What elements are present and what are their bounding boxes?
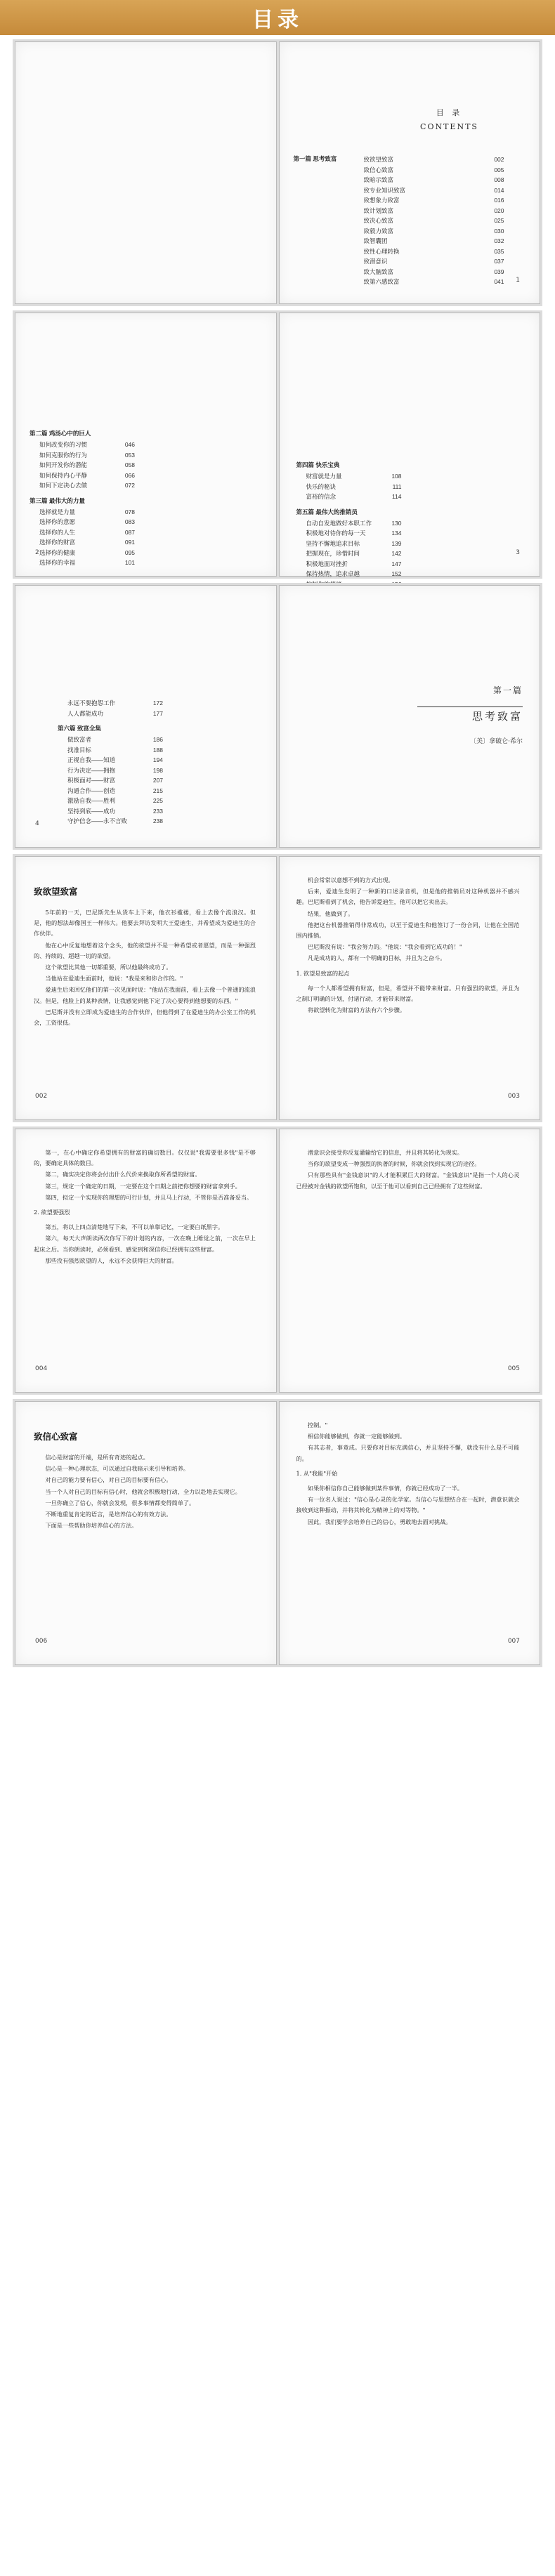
toc-item-page: 186 (152, 736, 163, 743)
toc-item (306, 548, 402, 559)
toc-item-page: 053 (124, 451, 135, 459)
banner-title: 目录 (252, 8, 303, 32)
toc-item-page: 035 (494, 247, 504, 255)
toc-item (39, 471, 135, 481)
toc-item (364, 155, 504, 165)
toc-subtitle: CONTENTS (420, 122, 478, 131)
toc-page-right (279, 313, 541, 577)
section-subtitle: 1. 欲望是致富的起点 (296, 969, 350, 977)
toc-item-label: 财富就是力量 (306, 473, 342, 480)
toc-item-page: 039 (494, 268, 504, 275)
paragraph: 他把这台机器推销得非常成功，以至于爱迪生和他签订了一份合同，让他在全国范围内推销。 (296, 921, 520, 940)
toc-title: 目 录 (436, 108, 463, 117)
toc-item-label: 如何开发你的潜能 (39, 461, 88, 468)
toc-item-label: 把握现在，珍惜时间 (306, 550, 360, 557)
toc-left-column (30, 429, 135, 568)
paragraph: 第六，每天大声朗读两次你写下的计划的内容，一次在晚上睡觉之前，一次在早上起床之后。当你朗读时，必须看到、感觉到和深信你已经拥有这些财富。 (34, 1235, 256, 1253)
text-page-right (279, 856, 541, 1120)
body-text (296, 1148, 520, 1192)
page-number: 1 (516, 277, 520, 284)
paragraph: 第四，拟定一个实现你的理想的可行计划，并且马上行动，不管你是否准备妥当。 (45, 1193, 253, 1201)
toc-item-label: 致决心致富 (363, 217, 394, 224)
toc-item-page: 025 (494, 217, 504, 224)
toc-item (364, 185, 504, 196)
toc-item-label: 富裕的信念 (306, 493, 337, 500)
toc-item-label: 坚持到底——成功 (67, 807, 116, 815)
toc-part4 (296, 461, 402, 502)
page-number: 004 (35, 1365, 48, 1372)
toc-item-page: 095 (124, 548, 135, 556)
book-spread-3 (13, 583, 542, 850)
toc-item-label: 快乐的秘诀 (306, 482, 337, 490)
toc-item-page: 041 (494, 278, 504, 285)
toc-item-page: 233 (152, 807, 163, 815)
toc-item (306, 559, 402, 570)
toc-item (306, 518, 402, 529)
toc-item (39, 480, 135, 491)
toc-item (67, 709, 163, 719)
part-heading (410, 684, 523, 745)
chapter-title: 致信心致富 (34, 1431, 78, 1442)
paragraph: 不断地重复肯定的语言，是培养信心的有效方法。 (45, 1511, 172, 1518)
toc-item-page: 114 (391, 493, 402, 500)
paragraph: 下面是一些帮助你培养信心的方法。 (45, 1522, 138, 1530)
book-spread-5 (13, 1126, 542, 1395)
paragraph: 有其志者，事竟成。只要你对目标充满信心，并且坚持不懈，就没有什么是不可能的。 (296, 1444, 520, 1462)
toc-item-page: 087 (124, 528, 135, 536)
toc-item (39, 517, 135, 527)
paragraph: 爱迪生后来回忆他们的第一次见面时说："他站在我面前，看上去像一个普通的流浪汉。但是，他脸上的某种表情，让我感觉到他下定了决心要得到他想要的东西。" (34, 986, 256, 1004)
toc-item-page: 130 (391, 519, 402, 527)
toc-item-page: 188 (152, 746, 163, 754)
toc-item (67, 698, 163, 709)
paragraph: 这个欲望比其他一切都重要，所以他最终成功了。 (45, 964, 172, 971)
toc-item-page: 020 (494, 206, 504, 214)
toc-item-page: 005 (494, 166, 504, 173)
text-page-right (279, 1401, 541, 1665)
toc-item (39, 548, 135, 558)
toc-item-label: 如何保持内心平静 (39, 471, 88, 479)
toc-item-page: 032 (494, 237, 504, 244)
paragraph: 巴尼斯没有说："我会努力的。"他说："我会看到它成功的！" (307, 943, 462, 951)
toc-item (306, 569, 402, 579)
toc-item (364, 226, 504, 237)
paragraph: 当他站在爱迪生面前时，他说："我是来和你合作的。" (45, 975, 183, 983)
text-page-right (279, 1129, 541, 1393)
toc-part-title: 第五篇 最伟大的推销员 (296, 508, 358, 515)
toc-part6 (58, 724, 163, 827)
toc-item-label: 选择你的财富 (39, 539, 76, 546)
paragraph: 每一个人都希望拥有财富，但是，希望并不能带来财富。只有强烈的欲望，并且为之制订明确的计划，付诸行动，才能带来财富。 (296, 984, 520, 1003)
toc-item (67, 755, 163, 765)
book-spread-2 (13, 310, 542, 579)
toc-item-label: 人人都能成功 (67, 709, 104, 717)
toc-item-label: 选择你的幸福 (39, 559, 76, 566)
toc-item-label: 致暗示致富 (363, 176, 394, 183)
toc-item-label: 致想象力致富 (363, 197, 400, 204)
body-text (34, 907, 256, 1029)
toc-item (39, 507, 135, 518)
toc-item-page: 177 (152, 709, 163, 717)
body-text (296, 875, 520, 1016)
paragraph: 潜意识会接受你反复灌输给它的信息，并且将其转化为现实。 (307, 1149, 463, 1156)
toc-item (67, 816, 163, 827)
toc-item (364, 267, 504, 277)
body-text (296, 1420, 520, 1528)
toc-item-page: 111 (392, 482, 402, 490)
toc-header (400, 107, 499, 131)
paragraph: 控制。" (307, 1421, 328, 1428)
toc-item-page: 030 (494, 227, 504, 235)
blank-left-page (15, 41, 277, 304)
toc-item (67, 775, 163, 786)
toc-item-label: 自动自发地做好本职工作 (306, 519, 372, 527)
toc-item-label: 激励自我——胜利 (67, 797, 116, 804)
toc-item-label: 选择你的人生 (39, 528, 76, 536)
paragraph: 凡是成功的人，都有一个明确的目标，并且为之奋斗。 (307, 954, 446, 962)
toc-item-page: 134 (391, 530, 402, 537)
toc-part2 (30, 429, 135, 491)
body-text (34, 1148, 256, 1267)
toc-item (364, 256, 504, 267)
toc-item-page: 139 (391, 539, 402, 547)
toc-item-label: 行为决定——拥抱 (67, 766, 116, 774)
toc-page-right (279, 41, 541, 304)
toc-item (67, 745, 163, 756)
page-number: 007 (507, 1638, 520, 1645)
toc-item-page: 207 (152, 777, 163, 784)
toc-item-label: 致专业知识致富 (363, 186, 406, 194)
toc-part1 (294, 155, 504, 287)
toc-item-page: 198 (152, 766, 163, 774)
toc-item-label: 积极地对待你的每一天 (306, 530, 366, 537)
toc-item (306, 471, 402, 482)
toc-item-label: 找准目标 (67, 746, 92, 754)
toc-item (364, 175, 504, 185)
page-number: 4 (35, 820, 39, 827)
paragraph: 第一，在心中确定你希望拥有的财富的确切数目。仅仅说"我需要很多钱"是不够的，要确定具体的数目。 (34, 1149, 256, 1167)
paragraph: 相信你能够做到，你就一定能够做到。 (307, 1433, 406, 1440)
toc-item-page: 101 (124, 559, 135, 566)
toc-item (39, 527, 135, 538)
paragraph: 信心是一种心理状态，可以通过自我暗示来引导和培养。 (45, 1465, 190, 1473)
toc-item-label: 守护信念——永不言败 (67, 817, 128, 824)
toc-item-page: 002 (494, 156, 504, 163)
toc-item (67, 735, 163, 745)
toc-item-label: 选择就是力量 (39, 508, 76, 515)
toc-part-title: 第三篇 最伟大的力量 (30, 497, 85, 504)
book-spread-6 (13, 1399, 542, 1667)
paragraph: 第五，将以上四点清楚地写下来，不可以单靠记忆，一定要白纸黑字。 (45, 1223, 224, 1231)
toc-item-page: 194 (152, 756, 163, 763)
paragraph: 有一位名人说过："信心是心灵的化学家。当信心与思想结合在一起时，潜意识就会接收到这种振动，并将其转化为精神上的对等物。" (296, 1496, 520, 1514)
toc-left-column (58, 698, 163, 827)
toc-item (364, 206, 504, 216)
toc-item-label: 致性心理转换 (363, 247, 400, 255)
toc-item (39, 440, 135, 450)
toc-item (67, 796, 163, 806)
paragraph: 他在心中反复地想着这个念头，他的欲望并不是一种希望或者愿望，而是一种强烈的、持续的、超越一切的欲望。 (34, 941, 256, 959)
toc-item-page: 016 (494, 197, 504, 204)
paragraph: 第三，规定一个确定的日期，一定要在这个日期之前把你想要的财富拿到手。 (45, 1182, 241, 1190)
book-spread-1 (13, 39, 542, 306)
toc-item-label: 正视自我——知道 (67, 756, 116, 763)
toc-item (364, 247, 504, 257)
toc-item-label: 如何改变你的习惯 (39, 441, 88, 448)
paragraph: 机会常常以意想不到的方式出现。 (307, 876, 394, 883)
toc-item-page: 238 (152, 817, 163, 824)
paragraph: 5年前的一天，巴尼斯先生从货车上下来，他衣衫褴褛，看上去像个流浪汉。但是，他的想法却像国王一样伟大。他要去拜访发明大王爱迪生，并希望成为爱迪生的合作伙伴。 (34, 909, 256, 938)
toc-item (39, 450, 135, 461)
text-page-left (15, 1129, 277, 1393)
toc-item (364, 195, 504, 206)
toc-part-title: 第一篇 思考致富 (293, 155, 337, 162)
paragraph: 如果你相信你自己能够做到某件事情，你就已经成功了一半。 (307, 1485, 463, 1492)
toc-item-page: 037 (494, 258, 504, 265)
toc-item (39, 558, 135, 568)
toc-item-page: 108 (391, 473, 402, 480)
toc-item-page: 215 (152, 787, 163, 794)
toc-right-column (296, 461, 402, 600)
paragraph: 当你的欲望变成一种强烈的执著的时候，你就会找到实现它的途径。 (307, 1160, 481, 1168)
toc-item-label: 如何下定决心去做 (39, 482, 88, 489)
toc-item-label: 致潜意识 (363, 258, 388, 265)
paragraph: 将欲望转化为财富的方法有六个步骤。 (307, 1006, 406, 1014)
toc-item-page: 078 (124, 508, 135, 515)
toc-item-label: 致第六感致富 (363, 278, 400, 285)
toc-item-page: 142 (391, 550, 402, 557)
part-author: 〔美〕拿破仑·希尔 (470, 738, 523, 745)
paragraph: 对自己的能力要有信心，对自己的目标要有信心。 (45, 1476, 172, 1484)
paragraph: 因此，我们要学会培养自己的信心，勇敢地去面对挑战。 (307, 1518, 452, 1525)
toc-item-label: 致欲望致富 (363, 156, 394, 163)
toc-item (364, 277, 504, 287)
toc-item (67, 786, 163, 796)
toc-item-label: 积极地面对挫折 (306, 560, 348, 567)
paragraph: 第二，确实决定你将会付出什么代价来换取你所希望的财富。 (45, 1171, 201, 1178)
toc-item (364, 165, 504, 176)
body-text (34, 1452, 256, 1532)
toc-item-page: 147 (391, 560, 402, 567)
toc-part3 (30, 497, 135, 568)
toc-item-page: 046 (124, 441, 135, 448)
toc-item (39, 537, 135, 548)
chapter-title: 致欲望致富 (34, 886, 78, 897)
page-number: 002 (35, 1093, 48, 1100)
paragraph: 只有那些具有"金钱意识"的人才能积累巨大的财富。"金钱意识"是指一个人的心灵已经被对金钱的欲望所饱和，以至于他可以看到自己已经拥有了这些财富。 (296, 1171, 520, 1190)
part-title-page (279, 585, 541, 848)
paragraph: 一旦你确立了信心，你就会发现，很多事情都变得简单了。 (45, 1499, 195, 1506)
toc-item-label: 做致富者 (67, 736, 92, 743)
toc-item (306, 482, 402, 492)
toc-item-label: 积极面对——财富 (67, 777, 116, 784)
toc-item-label: 保持热情，追求卓越 (306, 570, 360, 577)
toc-item (306, 539, 402, 549)
toc-item-label: 坚持不懈地追求目标 (306, 539, 360, 547)
toc-item (306, 528, 402, 539)
toc-item-page: 091 (124, 539, 135, 546)
section-subtitle: 2. 欲望要强烈 (34, 1209, 70, 1216)
page-number: 006 (35, 1638, 48, 1645)
page-number: 2 (35, 549, 39, 556)
paragraph: 当一个人对自己的目标有信心时，他就会积极地行动，全力以赴地去实现它。 (45, 1487, 241, 1495)
toc-item-label: 致智囊团 (363, 237, 388, 244)
toc-item-label: 致计划致富 (363, 206, 394, 214)
paragraph: 信心是财富的开端，是所有奇迹的起点。 (45, 1454, 149, 1461)
part-label: 第一篇 (492, 685, 523, 695)
paragraph: 结果，他做到了。 (307, 909, 354, 917)
toc-part-title: 第四篇 快乐宝典 (296, 461, 340, 468)
toc-item-page: 172 (152, 699, 163, 707)
toc-item (306, 492, 402, 502)
toc-item-label: 致大脑致富 (363, 268, 394, 275)
header-banner (0, 0, 555, 35)
toc-page-left (15, 585, 277, 848)
page-number: 005 (507, 1365, 520, 1372)
toc-item (364, 216, 504, 226)
book-spread-4 (13, 854, 542, 1122)
toc-item-page: 066 (124, 471, 135, 479)
toc-item-page: 225 (152, 797, 163, 804)
toc-item-page: 008 (494, 176, 504, 183)
toc-item-label: 致信心致富 (363, 166, 394, 173)
paragraph: 那些没有强烈欲望的人，永远不会获得巨大的财富。 (45, 1256, 178, 1264)
page-number: 3 (516, 549, 520, 556)
toc-item (364, 236, 504, 247)
toc-item-page: 072 (124, 482, 135, 489)
toc-item-label: 选择你的健康 (39, 548, 76, 556)
section-subtitle: 1. 从"我能"开始 (296, 1469, 338, 1477)
toc-item-label: 选择你的意愿 (39, 518, 76, 525)
toc-item-page: 058 (124, 461, 135, 468)
page-number: 003 (507, 1093, 520, 1100)
paragraph: 巴尼斯并没有立即成为爱迪生的合作伙伴，但他得到了在爱迪生的办公室工作的机会，工资很低。 (34, 1008, 256, 1027)
toc-part-title: 第二篇 鸡汤心中的巨人 (30, 430, 91, 437)
paragraph: 后来，爱迪生发明了一种新的口述录音机，但是他的推销员对这种机器并不感兴趣。巴尼斯看到了机会，他告诉爱迪生，他可以把它卖出去。 (296, 888, 520, 906)
toc-page-left (15, 313, 277, 577)
toc-item-label: 致毅力致富 (363, 227, 394, 235)
toc-item (67, 806, 163, 817)
part-title: 思考致富 (471, 710, 523, 723)
text-page-left (15, 856, 277, 1120)
toc-item-label: 永远不要抱怨工作 (67, 699, 116, 707)
toc-item (67, 765, 163, 776)
toc-part-title: 第六篇 致富全集 (58, 725, 101, 732)
toc-item (39, 460, 135, 471)
toc-item-page: 014 (494, 186, 504, 194)
toc-item-label: 如何克服你的行为 (39, 451, 88, 459)
toc-item-page: 152 (391, 570, 402, 577)
toc-item-label: 沟通合作——创造 (67, 787, 116, 794)
text-page-left (15, 1401, 277, 1665)
toc-item-page: 083 (124, 518, 135, 525)
